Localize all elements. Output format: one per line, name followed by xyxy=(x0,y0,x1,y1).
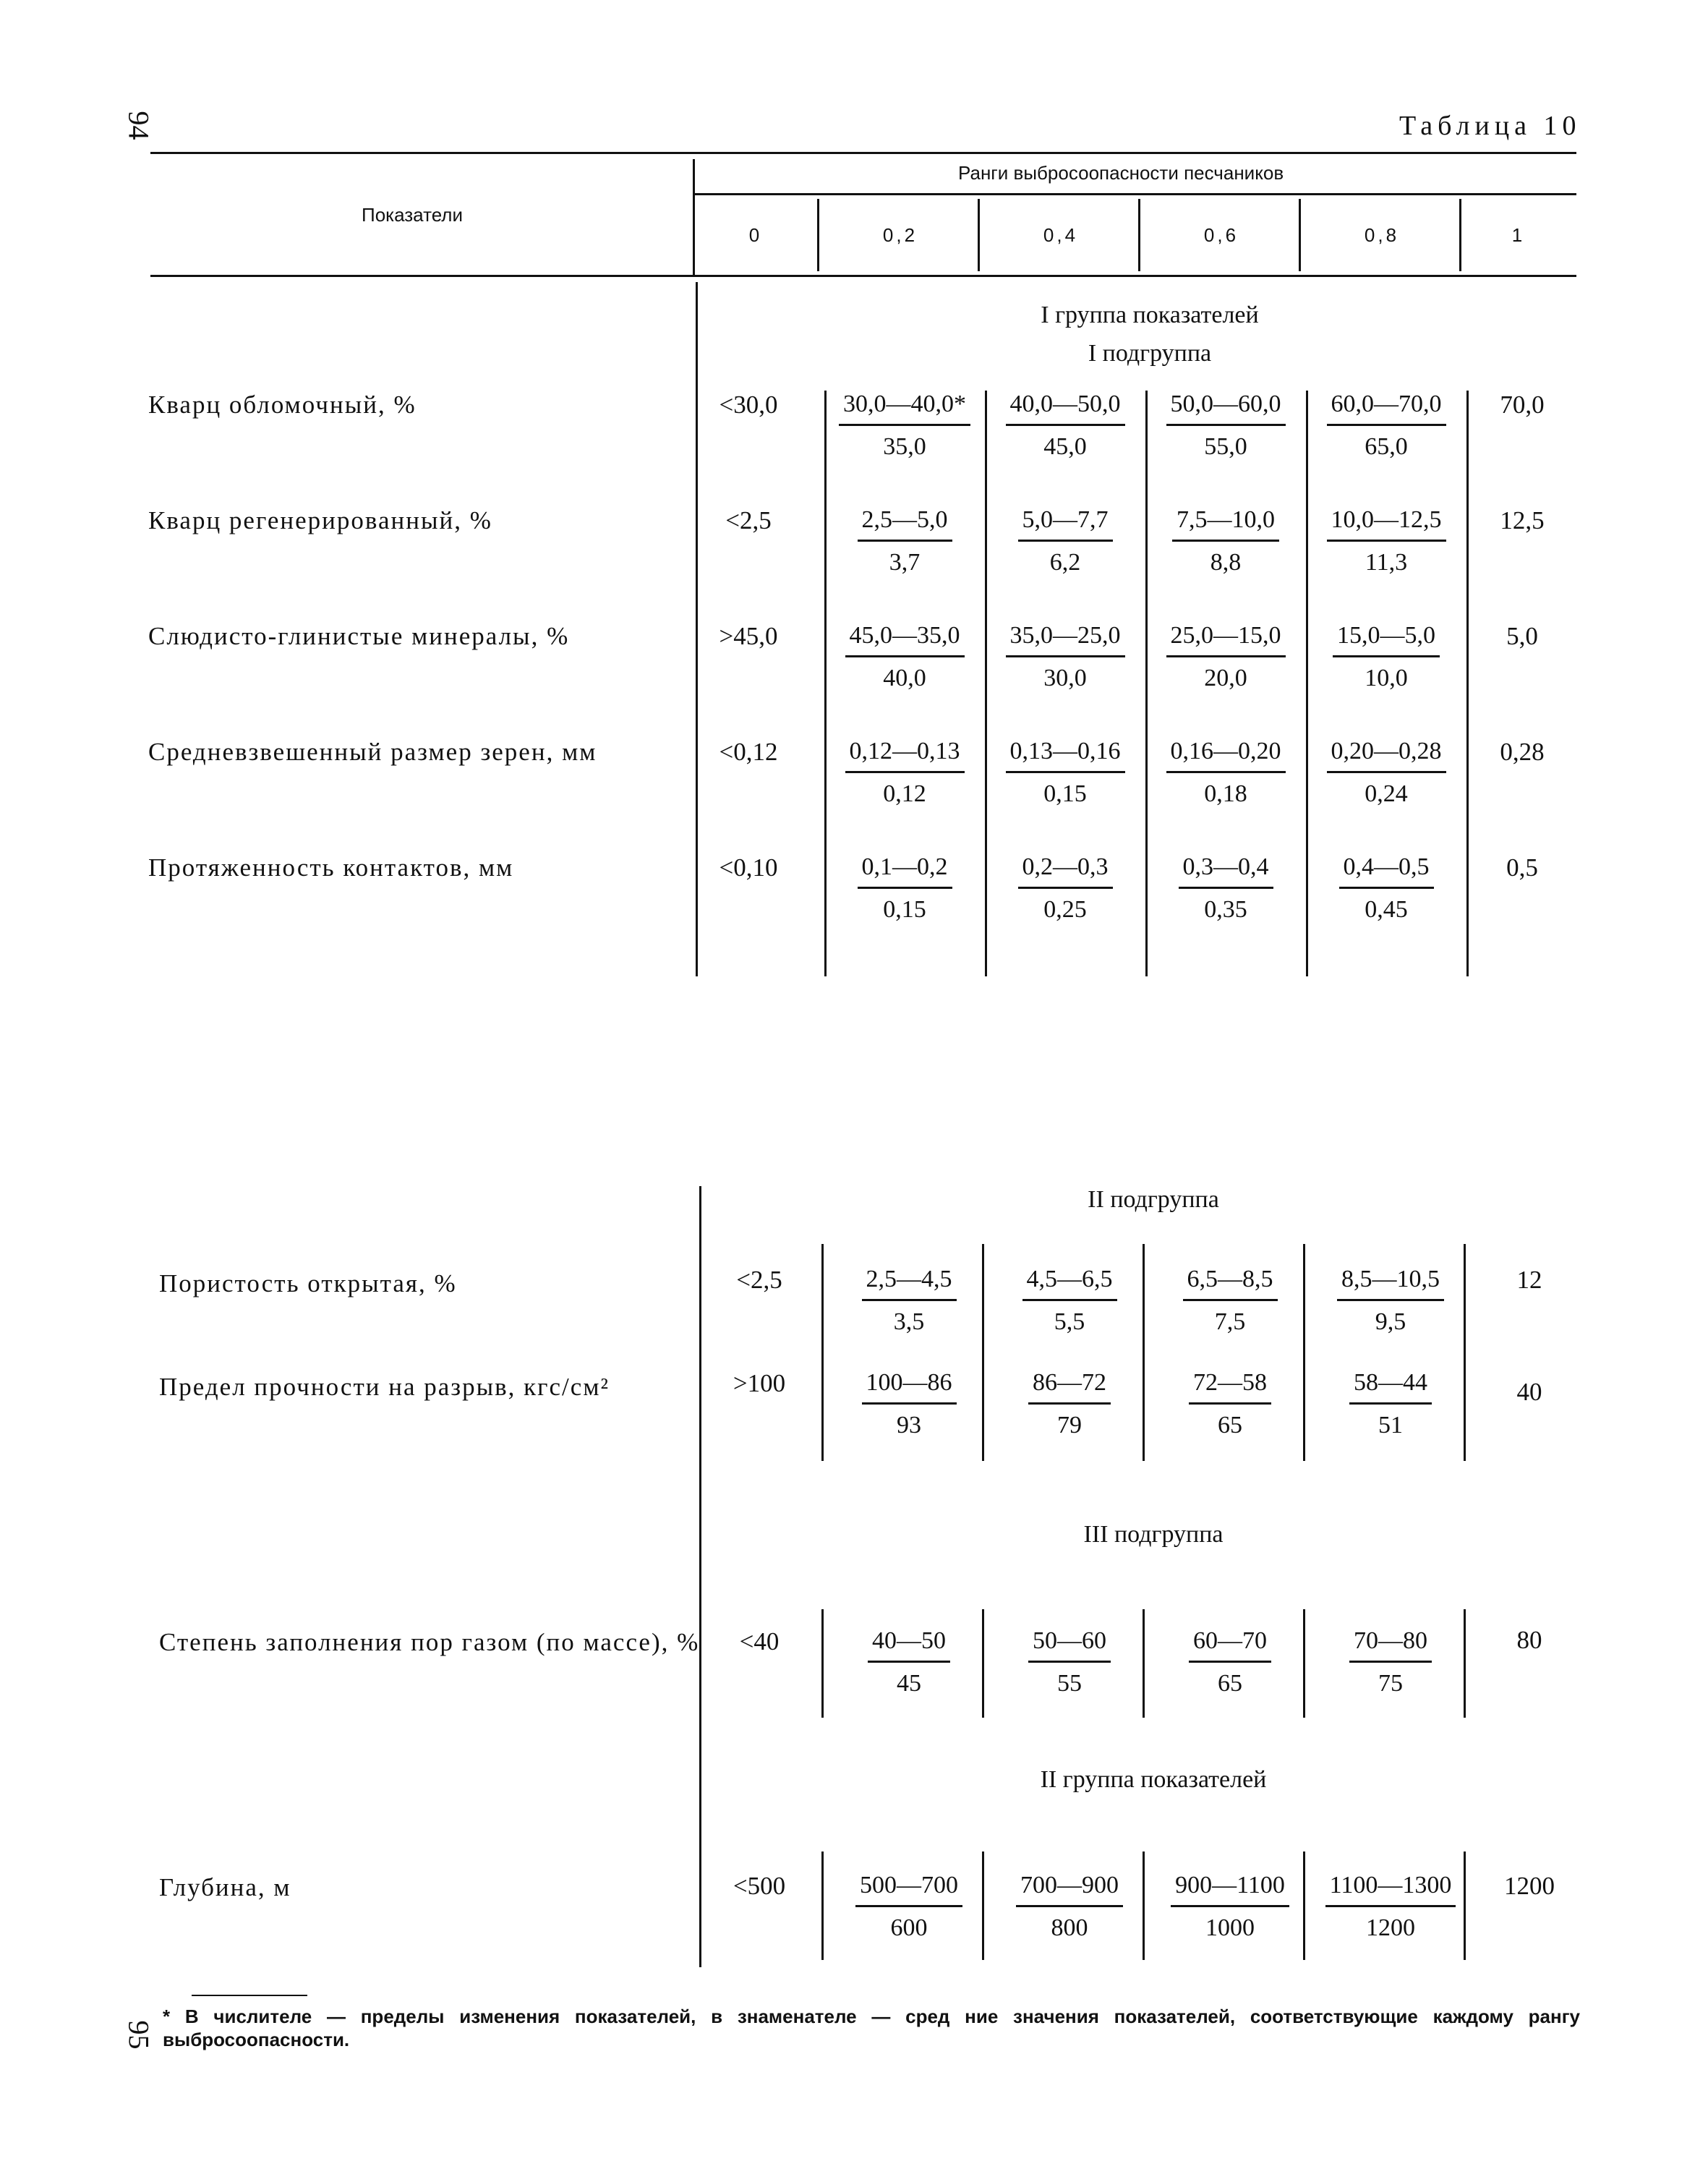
rank-header-0-6: 0,6 xyxy=(1203,224,1239,246)
row-rank0-value: <30,0 xyxy=(719,391,778,419)
fraction-cell: $\frac{900—1100}{1000}$ xyxy=(1150,1872,1310,1942)
row-rank1-value: 70,0 xyxy=(1500,391,1545,419)
row-rank0-value: <2,5 xyxy=(736,1266,782,1294)
fraction-cell: $\frac{4,5—6,5}{5,5}$ xyxy=(990,1266,1149,1336)
fraction-cell: $\frac{60,0—70,0}{65,0}$ xyxy=(1307,391,1466,461)
fraction-cell: $\frac{0,1—0,2}{0,15}$ xyxy=(825,853,984,924)
header-rank-divider xyxy=(1138,199,1140,271)
header-rank-divider xyxy=(817,199,819,271)
subgroup-3-heading: III подгруппа xyxy=(1083,1521,1224,1548)
subgroup-1-heading: I подгруппа xyxy=(1088,340,1212,367)
row-label-tensile-strength: Предел прочности на разрыв, кгс/см² xyxy=(159,1373,610,1401)
header-bottom-rule xyxy=(150,275,1576,277)
row-label-mica-clay: Слюдисто-глинистые минералы, % xyxy=(148,622,570,650)
fraction-cell: $\frac{100—86}{93}$ xyxy=(829,1369,988,1439)
fraction-cell: $\frac{58—44}{51}$ xyxy=(1311,1369,1470,1439)
row-rank1-value: 0,28 xyxy=(1500,738,1545,766)
header-rank-divider xyxy=(1459,199,1461,271)
fraction-cell: $\frac{8,5—10,5}{9,5}$ xyxy=(1311,1266,1470,1336)
rank-header-0-8: 0,8 xyxy=(1364,224,1400,246)
fraction-cell: $\frac{2,5—5,0}{3,7}$ xyxy=(825,506,984,576)
fraction-cell: $\frac{50—60}{55}$ xyxy=(990,1627,1149,1697)
row-rank0-value: <500 xyxy=(733,1872,786,1900)
subgroup3-rank-divider xyxy=(821,1609,824,1718)
section2-col-divider xyxy=(699,1186,701,1967)
section1-rank-divider xyxy=(1466,391,1469,976)
rank-header-0: 0 xyxy=(748,224,763,246)
fraction-cell: $\frac{0,4—0,5}{0,45}$ xyxy=(1307,853,1466,924)
row-label-contact-length: Протяженность контактов, мм xyxy=(148,853,514,882)
row-rank0-value: <2,5 xyxy=(725,506,772,534)
fraction-cell: $\frac{700—900}{800}$ xyxy=(990,1872,1149,1942)
header-rank-divider xyxy=(978,199,980,271)
fraction-cell: $\frac{45,0—35,0}{40,0}$ xyxy=(825,622,984,692)
row-label-grain-size: Средневзвешенный размер зерен, мм xyxy=(148,738,597,766)
page-number-bottom: 95 xyxy=(122,2020,155,2050)
header-rank-divider xyxy=(1299,199,1301,271)
group2-rank-divider xyxy=(821,1851,824,1960)
fraction-cell: $\frac{0,2—0,3}{0,25}$ xyxy=(986,853,1145,924)
fraction-cell: $\frac{60—70}{65}$ xyxy=(1150,1627,1310,1697)
footnote-rule xyxy=(192,1995,307,1996)
fraction-cell: $\frac{500—700}{600}$ xyxy=(829,1872,988,1942)
row-label-quartz-clastic: Кварц обломочный, % xyxy=(148,391,417,419)
fraction-cell: $\frac{72—58}{65}$ xyxy=(1150,1369,1310,1439)
header-col-divider xyxy=(693,159,695,275)
row-rank1-value: 12,5 xyxy=(1500,506,1545,534)
rank-header-0-2: 0,2 xyxy=(882,224,918,246)
fraction-cell: $\frac{70—80}{75}$ xyxy=(1311,1627,1470,1697)
fraction-cell: $\frac{86—72}{79}$ xyxy=(990,1369,1149,1439)
fraction-cell: $\frac{30,0—40,0*}{35,0}$ xyxy=(825,391,984,461)
row-rank1-value: 1200 xyxy=(1504,1872,1555,1900)
row-rank1-value: 5,0 xyxy=(1506,622,1538,650)
row-rank0-value: >100 xyxy=(733,1369,786,1397)
group-1-heading: I группа показателей xyxy=(1041,302,1259,328)
row-rank0-value: <0,10 xyxy=(719,853,778,882)
row-label-gas-saturation: Степень заполнения пор газом (по массе), % xyxy=(159,1628,700,1656)
subgroup2-rank-divider xyxy=(821,1244,824,1461)
fraction-cell: $\frac{6,5—8,5}{7,5}$ xyxy=(1150,1266,1310,1336)
row-rank0-value: <0,12 xyxy=(719,738,778,766)
fraction-cell: $\frac{0,3—0,4}{0,35}$ xyxy=(1146,853,1305,924)
page-number-top: 94 xyxy=(122,111,155,140)
header-top-rule xyxy=(150,152,1576,154)
footnote: * В числителе — пределы изменения показателей, в знаменателе — сред ние значения показателей, соответствующие каждому рангу выбросоопасности. xyxy=(163,2006,1580,2050)
fraction-cell: $\frac{0,12—0,13}{0,12}$ xyxy=(825,738,984,808)
fraction-cell: $\frac{15,0—5,0}{10,0}$ xyxy=(1307,622,1466,692)
fraction-cell: $\frac{0,13—0,16}{0,15}$ xyxy=(986,738,1145,808)
fraction-cell: $\frac{35,0—25,0}{30,0}$ xyxy=(986,622,1145,692)
fraction-cell: $\frac{10,0—12,5}{11,3}$ xyxy=(1307,506,1466,576)
row-rank1-value: 0,5 xyxy=(1506,853,1538,882)
fraction-cell: $\frac{1100—1300}{1200}$ xyxy=(1311,1872,1470,1942)
row-label-open-porosity: Пористость открытая, % xyxy=(159,1269,457,1297)
header-indicators: Показатели xyxy=(362,204,463,226)
row-rank1-value: 40 xyxy=(1516,1378,1542,1406)
fraction-cell: $\frac{25,0—15,0}{20,0}$ xyxy=(1146,622,1305,692)
subgroup-2-heading: II подгруппа xyxy=(1088,1186,1219,1213)
row-rank1-value: 80 xyxy=(1516,1626,1542,1654)
fraction-cell: $\frac{2,5—4,5}{3,5}$ xyxy=(829,1266,988,1336)
fraction-cell: $\frac{5,0—7,7}{6,2}$ xyxy=(986,506,1145,576)
rank-header-0-4: 0,4 xyxy=(1043,224,1079,246)
row-label-quartz-regenerated: Кварц регенерированный, % xyxy=(148,506,492,534)
fraction-cell: $\frac{0,20—0,28}{0,24}$ xyxy=(1307,738,1466,808)
row-rank0-value: >45,0 xyxy=(719,622,778,650)
fraction-cell: $\frac{0,16—0,20}{0,18}$ xyxy=(1146,738,1305,808)
rank-header-1: 1 xyxy=(1511,224,1526,246)
row-rank1-value: 12 xyxy=(1516,1266,1542,1294)
fraction-cell: $\frac{40,0—50,0}{45,0}$ xyxy=(986,391,1145,461)
fraction-cell: $\frac{50,0—60,0}{55,0}$ xyxy=(1146,391,1305,461)
fraction-cell: $\frac{40—50}{45}$ xyxy=(829,1627,988,1697)
fraction-cell: $\frac{7,5—10,0}{8,8}$ xyxy=(1146,506,1305,576)
row-label-depth: Глубина, м xyxy=(159,1873,291,1901)
header-ranks-title: Ранги выбросоопасности песчаников xyxy=(958,162,1284,184)
ranks-title-rule xyxy=(694,193,1576,195)
table-title: Таблица 10 xyxy=(1399,111,1581,141)
row-rank0-value: <40 xyxy=(739,1627,780,1655)
group-2-heading: II группа показателей xyxy=(1040,1766,1267,1793)
